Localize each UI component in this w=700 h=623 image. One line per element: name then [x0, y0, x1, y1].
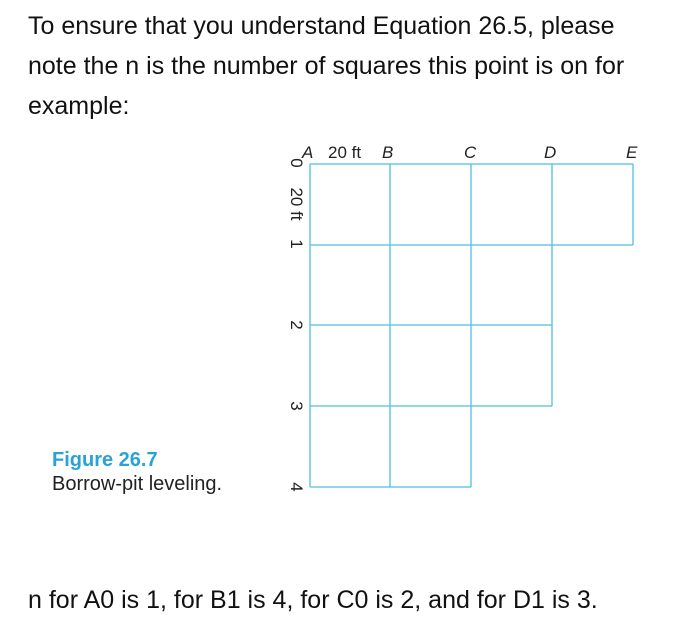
intro-line-3: example: — [28, 92, 130, 120]
side-dimension-label: 20 ft — [287, 187, 306, 221]
column-labels — [301, 143, 638, 162]
top-dimension-label: 20 ft — [328, 143, 362, 162]
column-label-d: D — [544, 143, 557, 162]
grid-lines — [310, 164, 633, 487]
intro-line-1: To ensure that you understand Equation 26.5, please — [28, 12, 615, 40]
row-label-0: 0 — [287, 158, 306, 168]
row-label-1: 1 — [287, 239, 306, 249]
figure-label: Figure 26.7 — [52, 449, 158, 471]
row-label-4: 4 — [287, 482, 306, 492]
column-label-e: E — [626, 143, 638, 162]
column-label-c: C — [464, 143, 477, 162]
row-label-2: 2 — [287, 320, 306, 330]
row-label-3: 3 — [287, 401, 306, 411]
figure-caption-text: Borrow-pit leveling. — [52, 473, 223, 495]
outro-paragraph: n for A0 is 1, for B1 is 4, for C0 is 2, and for D1 is 3. — [28, 586, 598, 614]
column-label-a: A — [302, 143, 314, 162]
intro-line-2: note the n is the number of squares this point is on for — [28, 52, 625, 80]
column-label-b: B — [382, 143, 394, 162]
row-labels — [287, 158, 306, 491]
